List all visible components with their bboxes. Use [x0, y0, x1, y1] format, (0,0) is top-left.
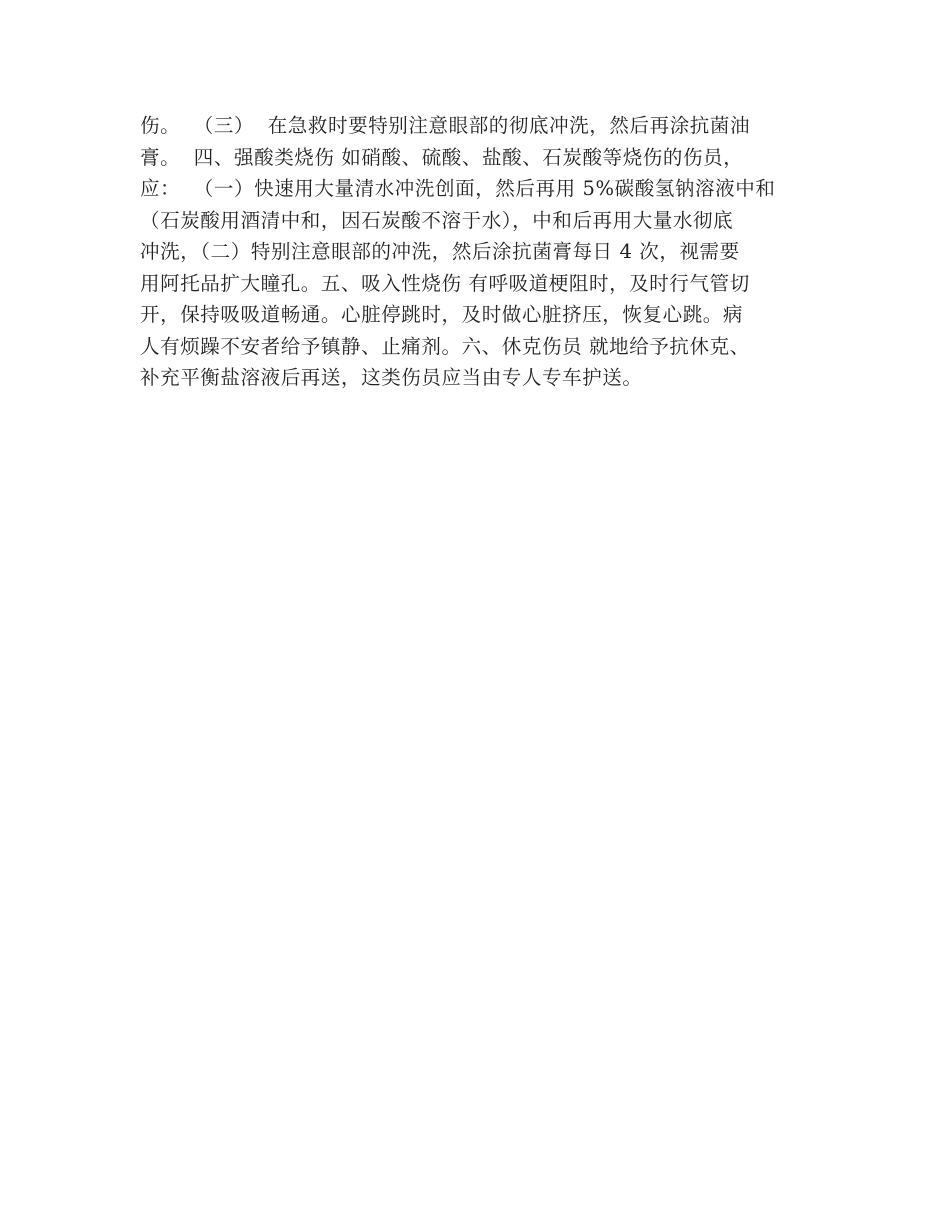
text-line: 冲洗，（二）特别注意眼部的冲洗，然后涂抗菌膏每日 4 次，视需要 — [140, 240, 740, 263]
text-line: 伤。 （三） 在急救时要特别注意眼部的彻底冲洗，然后再涂抗菌油 — [140, 114, 751, 137]
text-line: 人有烦躁不安者给予镇静、止痛剂。六、休克伤员 就地给予抗休克、 — [140, 334, 750, 358]
text-line: （石炭酸用酒清中和，因石炭酸不溶于水），中和后再用大量水彻底 — [140, 208, 734, 232]
text-line: 开，保持吸吸道畅通。心脏停跳时，及时做心脏挤压，恢复心跳。病 — [140, 303, 744, 326]
text-line: 用阿托品扩大瞳孔。五、吸入性烧伤 有呼吸道梗阻时，及时行气管切 — [140, 271, 750, 295]
text-line: 应： （一）快速用大量清水冲洗创面，然后再用 5%碳酸氢钠溶液中和 — [140, 177, 776, 200]
text-line: 膏。 四、强酸类烧伤 如硝酸、硫酸、盐酸、石炭酸等烧伤的伤员， — [140, 145, 744, 169]
text-line: 补充平衡盐溶液后再送，这类伤员应当由专人专车护送。 — [140, 366, 643, 389]
body-paragraph — [140, 110, 820, 394]
